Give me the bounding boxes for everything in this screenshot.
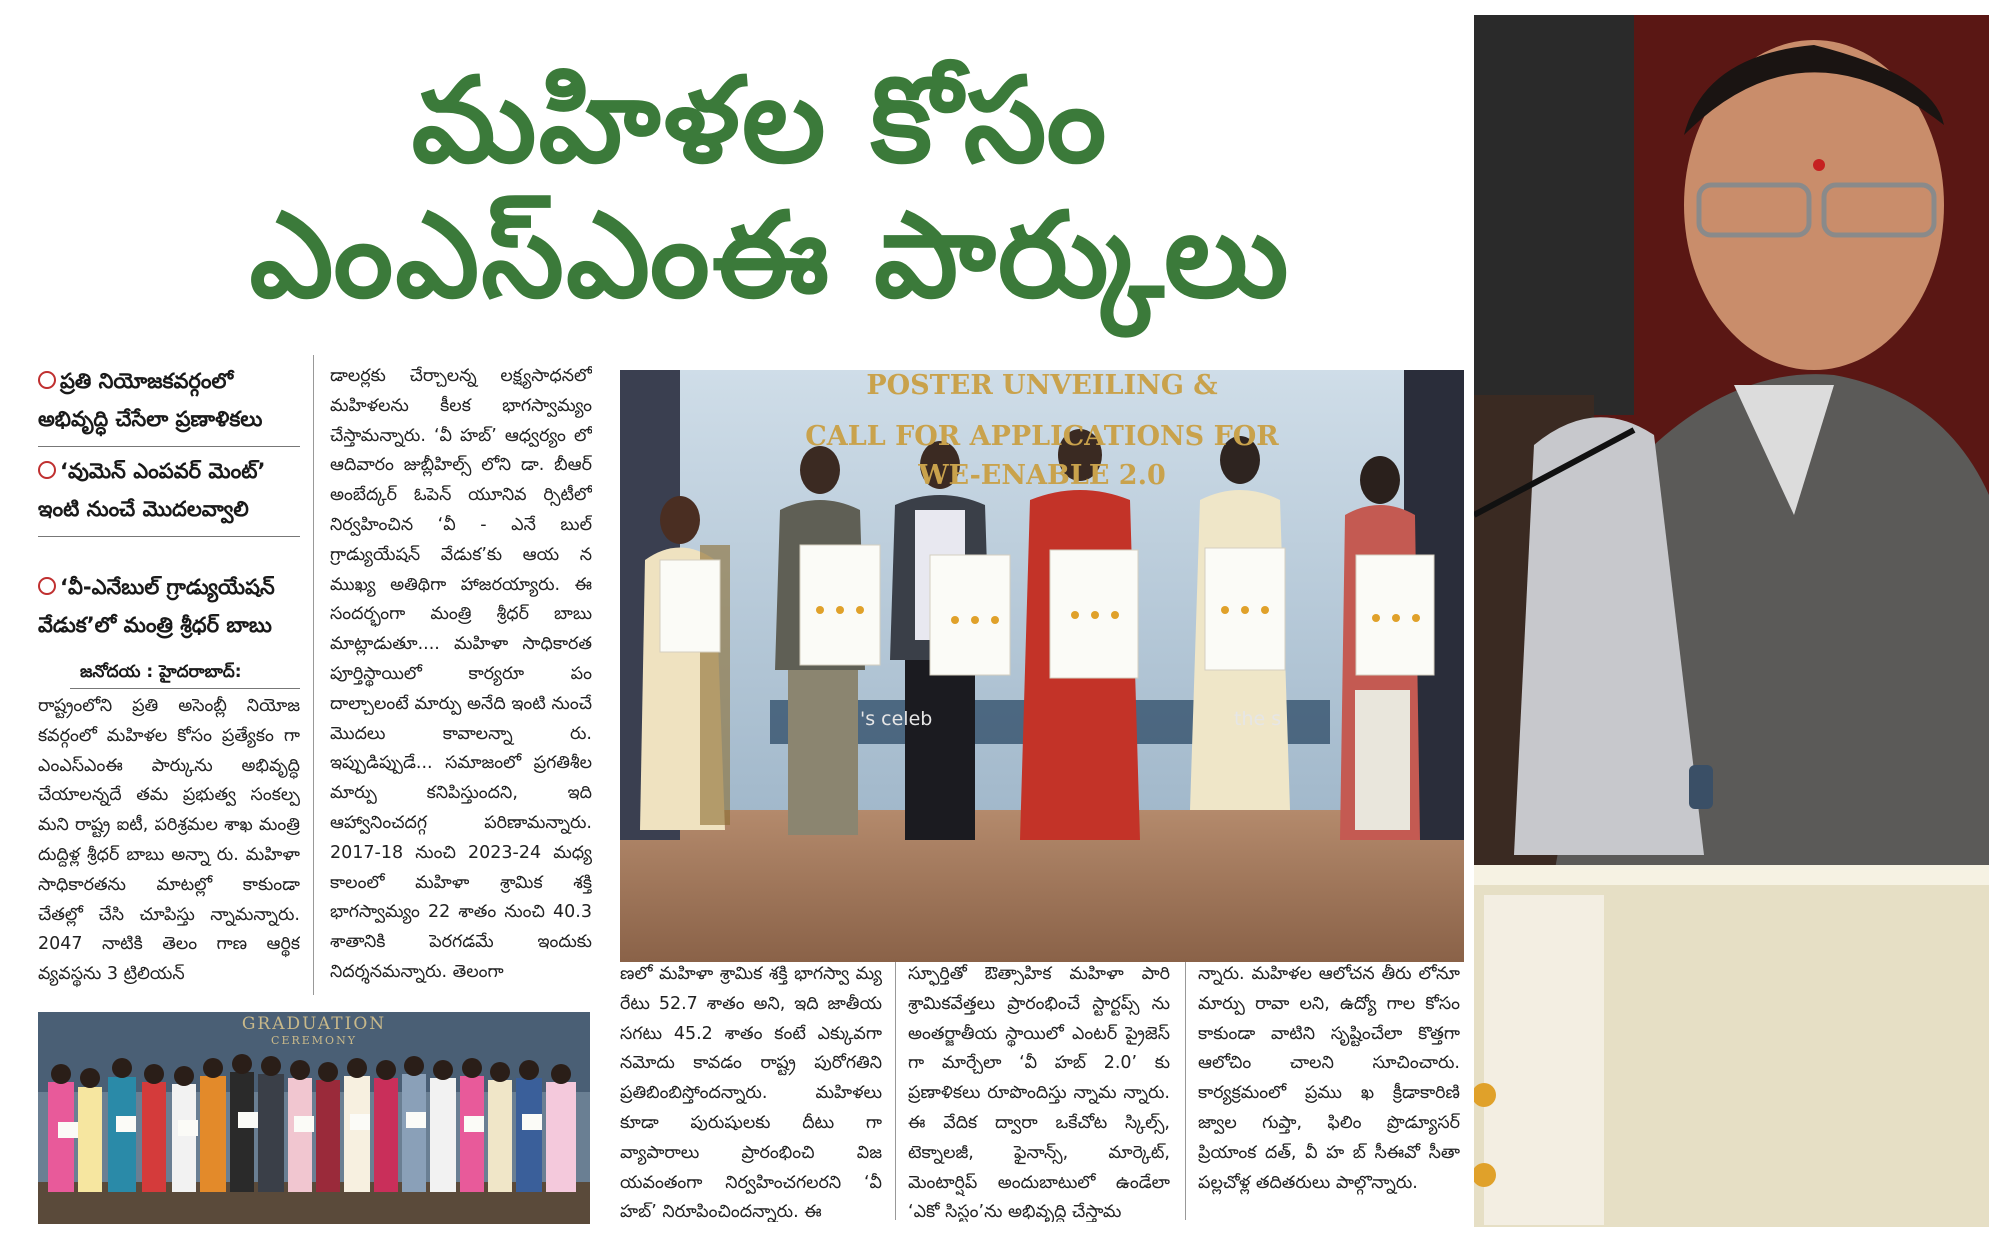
- highlight-2: ‘వుమెన్ ఎంపవర్ మెంట్’ ఇంటి నుంచే మొదలవ్వాలి: [38, 459, 266, 521]
- screen-text-right: the s: [1234, 708, 1282, 730]
- divider: [70, 688, 300, 689]
- screen-text-left: 's celeb: [860, 708, 933, 730]
- stage-banner: POSTER UNVEILING & CALL FOR APPLICATIONS FOR WE-ENABLE 2.0: [805, 370, 1279, 491]
- headline-line-2: ఎంఎస్ఎంఈ పార్కులు: [249, 186, 1291, 324]
- highlight-3: ‘వీ-ఎనేబుల్ గ్రాడ్యుయేషన్ వేడుక’లో మంత్రి శ్రీధర్ బాబు: [38, 575, 275, 637]
- bullet-ring-icon: [38, 577, 56, 595]
- column-divider: [313, 355, 314, 995]
- article-column-2: డాలర్లకు చేర్చాలన్న లక్ష్యసాధనలో మహిళలను కీలక భాగస్వామ్యం చేస్తామన్నారు. ‘వీ హబ్’ ఆధ్వర్యం లో ఆదివారం జుబ్లీహిల్స్ లోని డా. బీఆర్ అంబేద్కర్ ఓపెన్ యూనివ ర్సిటీలో నిర్వహించిన ‘వీ - ఎనే బుల్ గ్రాడ్యుయేషన్ వేడుక’కు ఆయ న ముఖ్య అతిథిగా హాజరయ్యారు. ఈ సందర్భంగా మంత్రి శ్రీధర్ బాబు మాట్లాడుతూ.... మహిళా సాధికారత పూర్తిస్థాయిలో కార్యరూ పం దాల్చాలంటే మార్పు అనేది ఇంటి నుంచే మొదలు కావాలన్నా రు. ఇప్పుడిప్పుడే... సమాజంలో ప్రగతిశీల మార్పు కనిపిస్తుందని, ఇది ఆహ్వానించదగ్గ పరిణామన్నారు. 2017-18 నుంచి 2023-24 మధ్య కాలంలో మహిళా శ్రామిక శక్తి భాగస్వామ్యం 22 శాతం నుంచి 40.3 శాతానికి పెరగడమే ఇందుకు నిదర్శనమన్నారు. తెలంగా: [330, 366, 592, 982]
- graduation-group-photo: [38, 1012, 590, 1224]
- highlight-1: ప్రతి నియోజకవర్గంలో అభివృద్ధి చేసేలా ప్రణాళికలు: [38, 369, 263, 431]
- divider: [38, 446, 300, 447]
- column-divider: [1185, 962, 1186, 1220]
- bullet-ring-icon: [38, 461, 56, 479]
- column-divider: [895, 962, 896, 1220]
- minister-podium-photo: [1474, 15, 1989, 1227]
- article-column-4: స్ఫూర్తితో ఔత్సాహిక మహిళా పారి శ్రామికవేత్తలు ప్రారంభించే స్టార్టప్స్ ను అంతర్జాతీయ స్థాయిలో ఎంటర్ ప్రైజెస్ గా మార్చేలా ‘వీ హబ్ 2.0’ కు ప్రణాళికలు రూపొందిస్తు న్నామ న్నారు. ఈ వేదిక ద్వారా ఒకేచోట స్కిల్స్, టెక్నాలజీ, ఫైనాన్స్, మార్కెట్, మెంటార్షిప్ అందుబాటులో ఉండేలా ‘ఎకో సిస్టం’ను అభివృద్ధి చేస్తామ: [908, 964, 1170, 1222]
- article-column-5: న్నారు. మహిళల ఆలోచన తీరు లోనూ మార్పు రావా లని, ఉద్యో గాల కోసం కాకుండా వాటిని సృష్టించేలా కొత్తగా ఆలోచిం చాలని సూచించారు. కార్యక్రమంలో ప్రము ఖ క్రీడాకారిణి జ్వాల గుప్తా, ఫిలిం ప్రొడ్యూసర్ ప్రియాంక దత్, వీ హ బ్ సీఈవో సీతా పల్లచోళ్ల తదితరులు పాల్గొన్నారు.: [1198, 964, 1460, 1193]
- dateline: జనోదయ : హైదరాబాద్:: [80, 662, 242, 682]
- poster-unveiling-photo: [620, 370, 1464, 962]
- headline-line-1: మహిళల కోసం: [411, 51, 1109, 189]
- bullet-ring-icon: [38, 371, 56, 389]
- speaker-photo: [1474, 15, 1989, 1227]
- divider: [38, 536, 300, 537]
- article-column-1: రాష్ట్రంలోని ప్రతి అసెంబ్లీ నియోజ కవర్గంలో మహిళల కోసం ప్రత్యేకం గా ఎంఎస్ఎంఈ పార్కును అభివృద్ధి చేయాలన్నదే తమ ప్రభుత్వ సంకల్ప మని రాష్ట్ర ఐటీ, పరిశ్రమల శాఖ మంత్రి దుద్దిళ్ల శ్రీధర్ బాబు అన్నా రు. మహిళా సాధికారతను మాటల్లో కాకుండా చేతల్లో చేసి చూపిస్తు న్నామన్నారు. 2047 నాటికి తెలం గాణ ఆర్థిక వ్యవస్థను 3 ట్రిలియన్: [38, 696, 300, 985]
- article-column-3: ణలో మహిళా శ్రామిక శక్తి భాగస్వా మ్య రేటు 52.7 శాతం అని, ఇది జాతీయ సగటు 45.2 శాతం కంటే ఎక్కువగా నమోదు కావడం రాష్ట్ర పురోగతిని ప్రతిబింబిస్తోందన్నారు. మహిళలు కూడా పురుషులకు దీటు గా వ్యాపారాలు ప్రారంభించి విజ యవంతంగా నిర్వహించగలరని ‘వీ హబ్’ నిరూపించిందన్నారు. ఈ: [620, 964, 882, 1222]
- graduation-banner: GRADUATION CEREMONY: [241, 1014, 387, 1047]
